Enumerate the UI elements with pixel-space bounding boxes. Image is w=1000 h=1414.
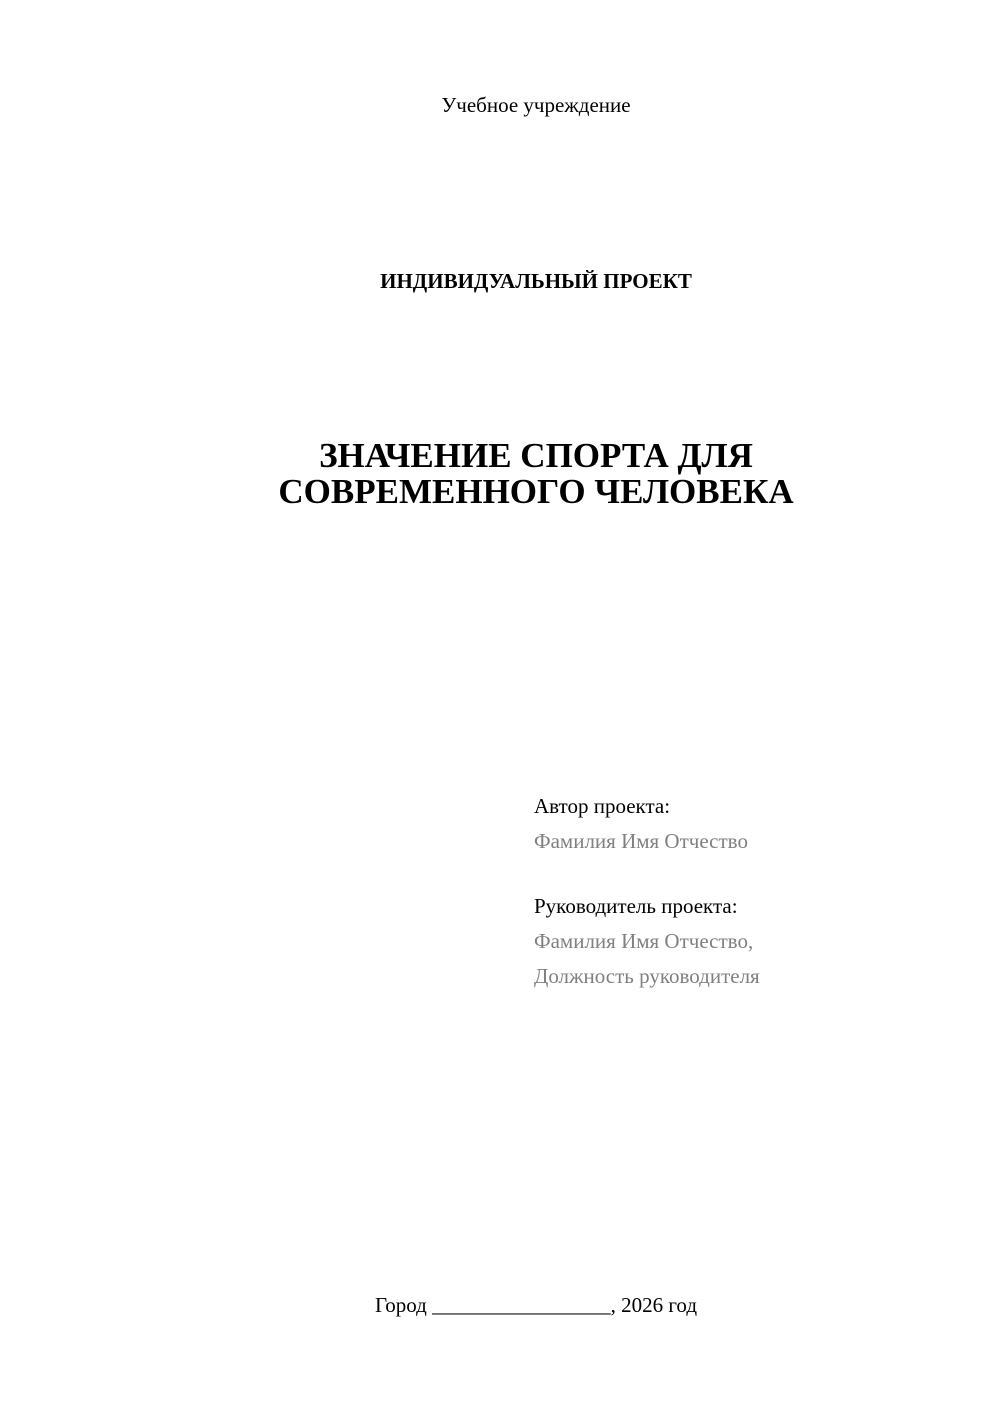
supervisor-position: Должность руководителя <box>534 964 760 988</box>
supervisor-name: Фамилия Имя Отчество, <box>534 929 754 953</box>
info-spacer <box>534 859 760 889</box>
project-title-line-2: СОВРЕМЕННОГО ЧЕЛОВЕКА <box>278 472 794 511</box>
city-year-line: Город _________________, 2026 год <box>374 1293 698 1317</box>
supervisor-label: Руководитель проекта: <box>534 894 738 918</box>
project-title-line-1: ЗНАЧЕНИЕ СПОРТА ДЛЯ <box>319 436 753 475</box>
project-type-heading: ИНДИВИДУАЛЬНЫЙ ПРОЕКТ <box>380 269 692 293</box>
author-label: Автор проекта: <box>534 794 671 818</box>
project-title <box>0 438 1000 510</box>
project-info-block <box>534 789 760 994</box>
institution-name: Учебное учреждение <box>441 93 631 117</box>
author-name: Фамилия Имя Отчество <box>534 829 748 853</box>
